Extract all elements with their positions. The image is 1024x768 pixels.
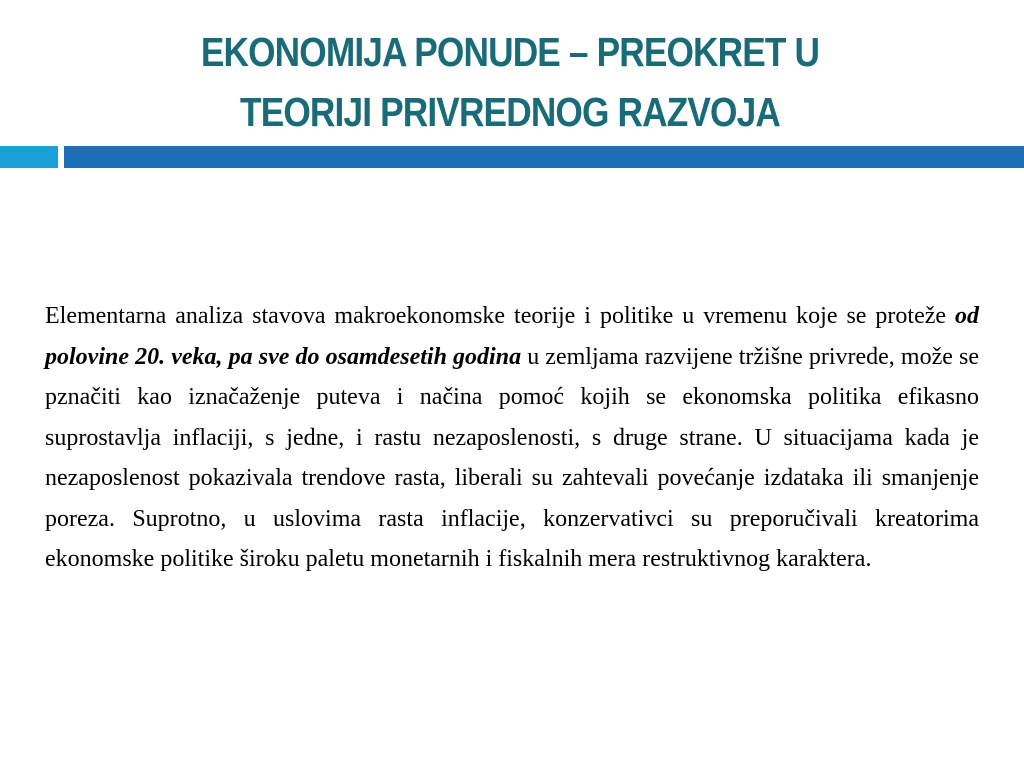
slide-title-line-2: TEORIJI PRIVREDNOG RAZVOJA (240, 89, 780, 135)
body-text-part-2: u zemljama razvijene tržišne privrede, može se pznačiti kao iznačaženje puteva i načina pomoć kojih se ekonomska politika efikasno suprostavlja inflaciji, s jedne, i rastu nezaposlenosti, s druge strane. U situacijama kada je nezaposlenost pokazivala trendove rasta, liberali su zahtevali povećanje izdataka ili smanjenje poreza. Suprotno, u uslovima rasta inflacije, konzervativci su preporučivali kreatorima ekonomske politike široku paletu monetarnih i fiskalnih mera restruktivnog karaktera. (45, 343, 979, 572)
slide-title-line-1: EKONOMIJA PONUDE – PREOKRET U (200, 29, 820, 75)
body-paragraph (45, 296, 979, 580)
body-text-emphasis: od polovine 20. veka, pa sve do osamdesetih godina (45, 303, 979, 370)
accent-bar-right (64, 146, 1024, 168)
body-text-part-1: Elementarna analiza stavova makroekonomske teorije i politike u vremenu koje se proteže (45, 303, 955, 329)
slide-title (106, 22, 914, 142)
accent-bar-left (0, 146, 58, 168)
